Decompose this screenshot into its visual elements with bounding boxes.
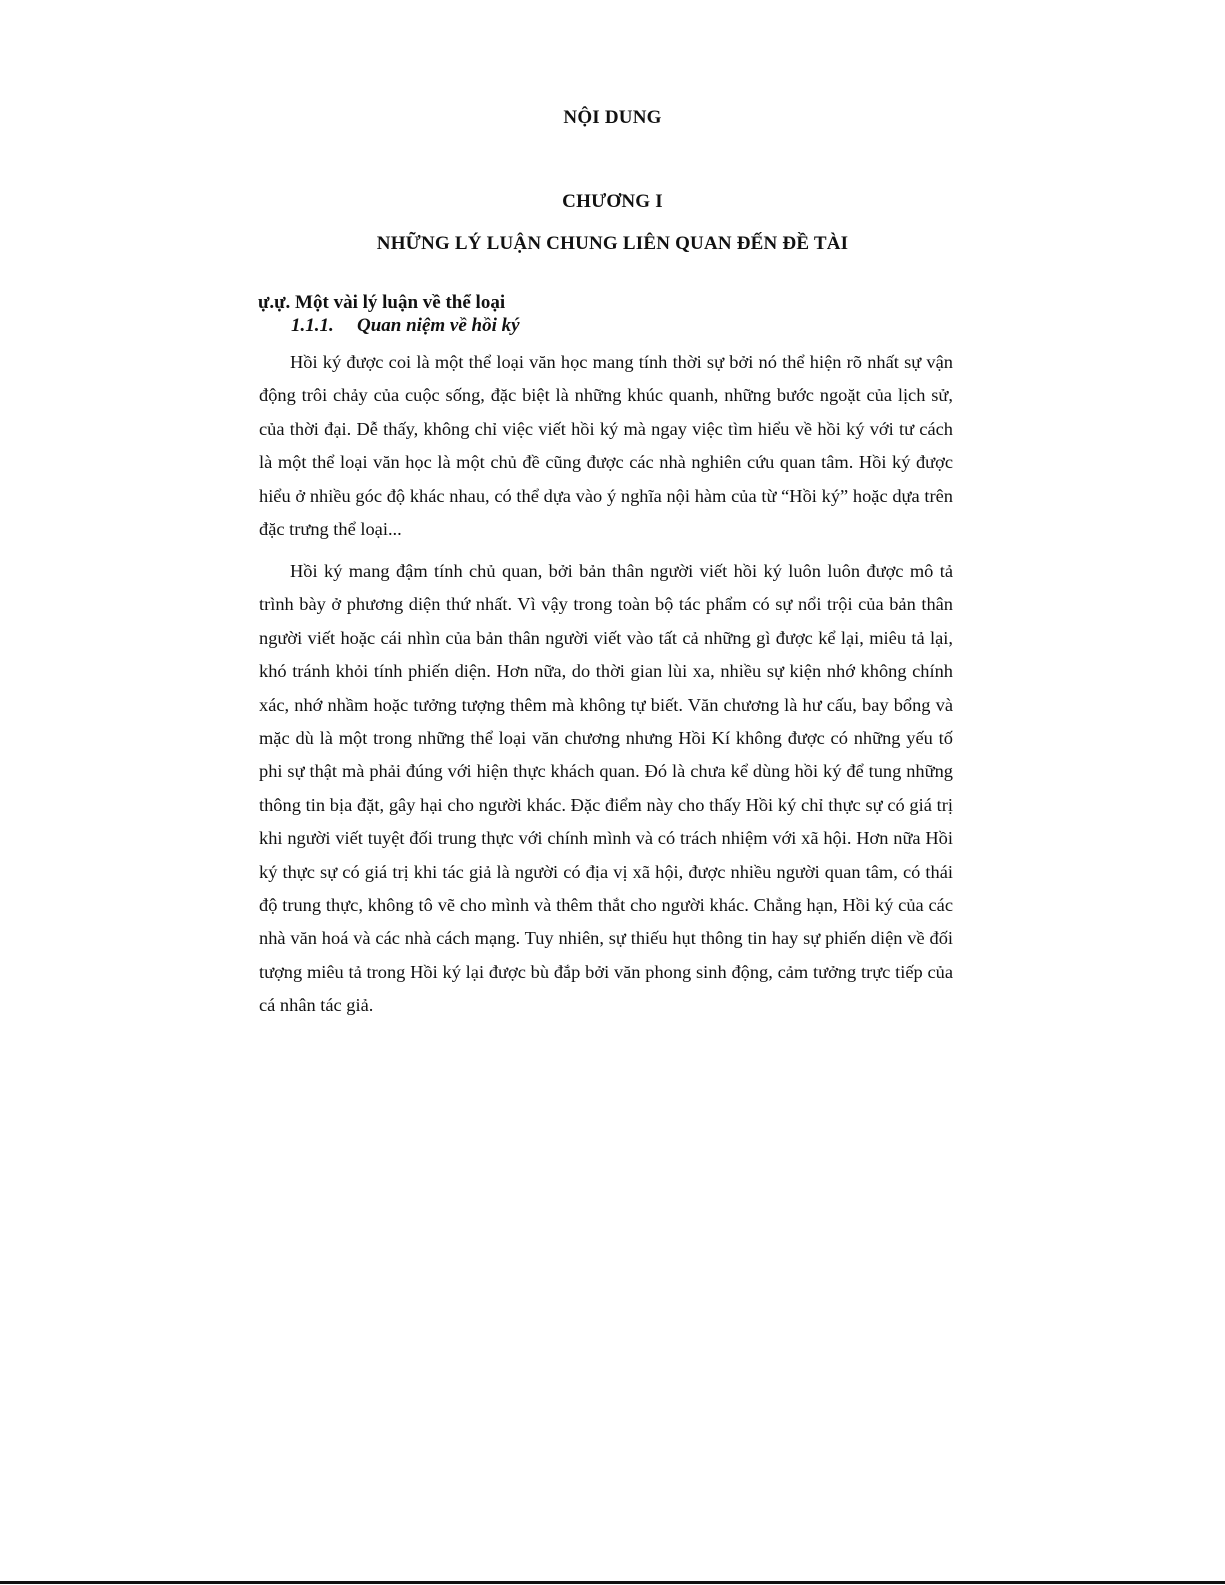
main-heading: NỘI DUNG bbox=[563, 107, 662, 128]
body-paragraph-1: Hồi ký được coi là một thể loại văn học mang tính thời sự bởi nó thể hiện rõ nhất sự vận động trôi chảy của cuộc sống, đặc biệt là những khúc quanh, những bước ngoặt của lịch sử, của thời đại. Dễ thấy, không chỉ việc viết hồi ký mà ngay việc tìm hiểu về hồi ký với tư cách là một thể loại văn học là một chủ đề cũng được các nhà nghiên cứu quan tâm. Hồi ký được hiểu ở nhiều góc độ khác nhau, có thể dựa vào ý nghĩa nội hàm của từ “Hồi ký” hoặc dựa trên đặc trưng thể loại... bbox=[259, 352, 953, 540]
chapter-title: NHỮNG LÝ LUẬN CHUNG LIÊN QUAN ĐẾN ĐỀ TÀI bbox=[376, 233, 849, 254]
bottom-border-line bbox=[0, 1581, 1225, 1584]
section-title: ự.ự. Một vài lý luận về thể loại bbox=[258, 292, 506, 313]
subsection-heading bbox=[291, 315, 520, 337]
subsection-number: 1.1.1. bbox=[291, 315, 334, 336]
subsection-title: Quan niệm về hồi ký bbox=[357, 315, 520, 336]
body-paragraph-2: Hồi ký mang đậm tính chủ quan, bởi bản thân người viết hồi ký luôn luôn được mô tả trình bày ở phương diện thứ nhất. Vì vậy trong toàn bộ tác phẩm có sự nổi trội của bản thân người viết hoặc cái nhìn của bản thân người viết vào tất cả những gì được kể lại, miêu tả lại, khó tránh khỏi tính phiến diện. Hơn nữa, do thời gian lùi xa, nhiều sự kiện nhớ không chính xác, nhớ nhầm hoặc tưởng tượng thêm mà không tự biết. Văn chương là hư cấu, bay bổng và mặc dù là một trong những thể loại văn chương nhưng Hồi Kí không được có những yếu tố phi sự thật mà phải đúng với hiện thực khách quan. Đó là chưa kể dùng hồi ký để tung những thông tin bịa đặt, gây hại cho người khác. Đặc điểm này cho thấy Hồi ký chỉ thực sự có giá trị khi người viết tuyệt đối trung thực với chính mình và có trách nhiệm với xã hội. Hơn nữa Hồi ký thực sự có giá trị khi tác giả là người có địa vị xã hội, được nhiều người quan tâm, có thái độ trung thực, không tô vẽ cho mình và thêm thắt cho người khác. Chẳng hạn, Hồi ký của các nhà văn hoá và các nhà cách mạng. Tuy nhiên, sự thiếu hụt thông tin hay sự phiến diện về đối tượng miêu tả trong Hồi ký lại được bù đắp bởi văn phong sinh động, cảm tưởng trực tiếp của cá nhân tác giả. bbox=[259, 561, 953, 1016]
chapter-label: CHƯƠNG I bbox=[562, 191, 663, 212]
